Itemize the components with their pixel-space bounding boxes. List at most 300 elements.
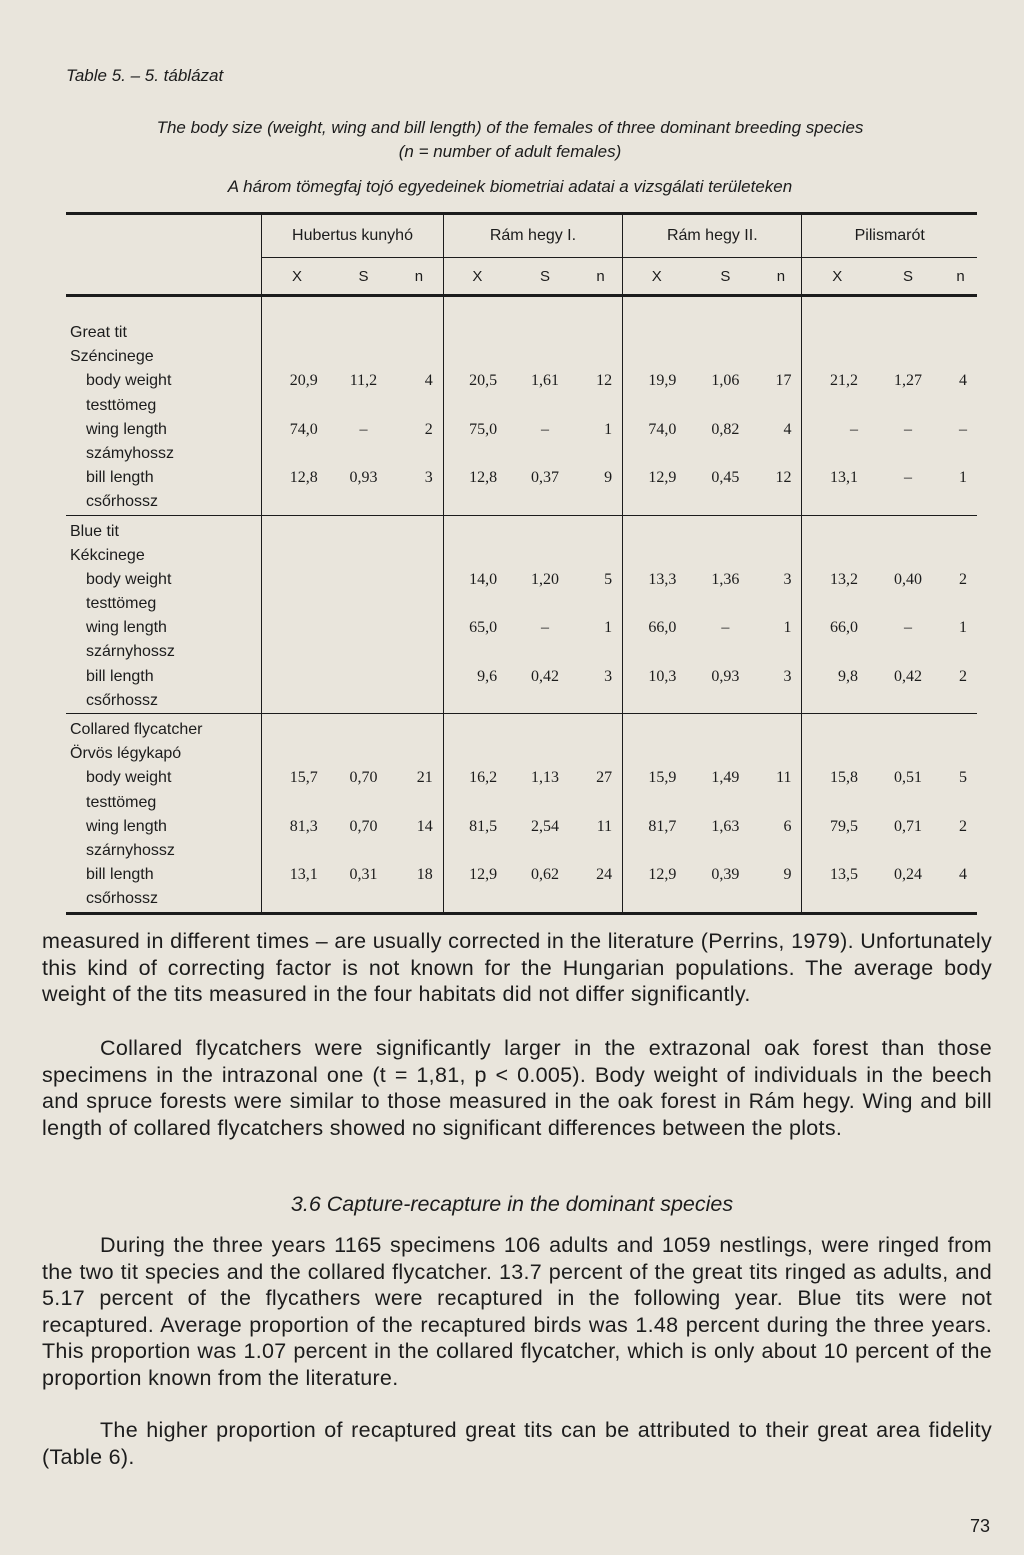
spacer [395,520,433,544]
value-column [395,714,443,914]
spacer [872,345,944,369]
table-cell: 3 [424,469,433,487]
table-cell: 1,36 [711,570,740,588]
spacer [332,839,395,863]
table-cell: 4 [959,866,967,884]
spacer [444,490,511,514]
table-cell: 0,24 [894,866,923,884]
spacer [802,839,871,863]
spacer [511,520,579,544]
measure-label-hungarian: csőrhossz [86,691,159,709]
table-cell: 13,5 [829,866,858,884]
site-header: Rám hegy II. [623,214,802,258]
value-column [690,515,760,714]
spacer [262,394,331,418]
value-column [802,515,872,714]
spacer [690,592,760,616]
table-cell: 18 [416,866,433,884]
spacer [623,689,690,713]
table-cell: 3 [604,667,613,685]
spacer [802,592,871,616]
spacer [444,718,511,742]
table-cell: 1,06 [711,372,740,390]
spacer [872,791,944,815]
table-cell: 9,6 [477,667,498,685]
value-column [690,296,760,516]
species-name-hungarian: Kékcinege [70,546,145,564]
spacer [944,442,967,466]
spacer [332,321,395,345]
spacer [395,887,433,911]
spacer [511,490,579,514]
spacer [395,544,433,568]
measure-label-english: bill length [86,469,154,487]
spacer [872,442,944,466]
spacer [262,742,331,766]
table-cell: 1,61 [530,372,559,390]
stat-header: n [760,258,802,296]
measure-label-hungarian: számyhossz [86,444,175,462]
table-cell: 20,9 [289,372,318,390]
spacer [332,520,395,544]
spacer [579,490,612,514]
spacer [760,887,791,911]
value-column [760,296,802,516]
spacer [623,442,690,466]
spacer [395,442,433,466]
table-cell: 0,70 [349,817,378,835]
spacer [623,544,690,568]
stat-header: X [262,258,332,296]
value-column [872,296,944,516]
spacer [802,345,871,369]
spacer [690,520,760,544]
value-column [579,515,623,714]
spacer [511,592,579,616]
value-column [690,714,760,914]
table-cell: 4 [959,372,967,390]
spacer [511,640,579,664]
stat-header: X [623,258,691,296]
spacer [760,791,791,815]
spacer [872,520,944,544]
value-column [262,515,332,714]
table-cell: 12,8 [469,469,498,487]
site-header: Rám hegy I. [443,214,622,258]
spacer [444,345,511,369]
paragraph: During the three years 1165 specimens 106 adults and 1059 nestlings, were ringed from the two tit species and the collared flycatcher. 13.7 percent of the great tits ringed as adults, and 5.17 percent of the flycathers were recaptured in the following year. Blue tits were not recaptured. Average proportion of the recaptured birds was 1.48 percent during the three years. This proportion was 1.07 percent in the collared flycatcher, which is only about 10 percent of the proportion known from the literature. [42,1233,992,1390]
table-cell: 15,8 [829,769,858,787]
spacer [944,839,967,863]
spacer [802,742,871,766]
paragraph: Collared flycatchers were significantly larger in the extrazonal oak forest than those specimens in the intrazonal one (t = 1,81, p < 0.005). Body weight of individuals in the beech and spruce forests were similar to those measured in the oak forest in Rám hegy. Wing and bill length of collared flycatchers showed no significant differences between the plots. [42,1036,992,1140]
table-cell: 6 [783,817,792,835]
spacer [802,520,871,544]
value-column [443,296,511,516]
value-column [395,515,443,714]
table-cell: 21,2 [829,372,858,390]
spacer [760,394,791,418]
table-cell: 15,9 [648,769,677,787]
value-column [944,296,977,516]
measure-label-hungarian: csőrhossz [86,890,159,908]
table-cell: 81,5 [469,817,498,835]
spacer [332,394,395,418]
spacer [944,544,967,568]
spacer [760,442,791,466]
spacer [395,718,433,742]
table-cell: 12,9 [469,866,498,884]
spacer [760,544,791,568]
spacer [944,640,967,664]
spacer [511,742,579,766]
table-label: Table 5. – 5. táblázat [66,66,224,85]
spacer [690,839,760,863]
spacer [511,442,579,466]
spacer [332,640,395,664]
spacer [802,718,871,742]
spacer [444,791,511,815]
spacer [802,490,871,514]
table-cell: 21 [416,769,433,787]
table-cell: 11 [596,817,613,835]
table-cell: 74,0 [289,420,318,438]
table-cell [332,665,395,689]
measure-label-english: body weight [86,570,172,588]
spacer [262,442,331,466]
spacer [332,689,395,713]
spacer [872,592,944,616]
spacer [623,791,690,815]
site-header: Pilismarót [802,214,977,258]
spacer [944,689,967,713]
spacer [802,689,871,713]
measure-label-english: wing length [86,817,167,835]
spacer [332,490,395,514]
spacer [579,442,612,466]
table-cell: 66,0 [829,619,858,637]
table-cell: 11 [776,769,792,787]
spacer [802,442,871,466]
spacer [444,321,511,345]
table-cell: 11,2 [349,372,378,390]
spacer [944,394,967,418]
value-column [262,714,332,914]
spacer [579,321,612,345]
spacer [623,718,690,742]
spacer [444,520,511,544]
spacer [872,887,944,911]
spacer [511,321,579,345]
spacer [511,839,579,863]
spacer [444,592,511,616]
spacer [944,887,967,911]
table-cell: – [540,619,549,637]
table-cell: 5 [959,769,967,787]
table-cell: – [359,420,368,438]
spacer [690,321,760,345]
spacer [262,718,331,742]
species-name-english: Collared flycatcher [70,721,203,738]
spacer [872,742,944,766]
table-cell: 79,5 [829,817,858,835]
measure-label-english: body weight [86,769,172,787]
table-cell: 0,40 [894,570,923,588]
value-column [511,714,579,914]
spacer [623,887,690,911]
table-cell: 1,13 [530,769,559,787]
table-cell: – [904,619,913,637]
table-cell [262,665,331,689]
spacer [511,345,579,369]
spacer [690,490,760,514]
spacer [262,592,331,616]
spacer [332,345,395,369]
spacer [623,321,690,345]
spacer [944,592,967,616]
spacer [579,640,612,664]
spacer [444,544,511,568]
stat-header: S [872,258,944,296]
value-column [760,515,802,714]
spacer [262,544,331,568]
spacer [944,718,967,742]
table-cell: 20,5 [469,372,498,390]
table-cell: 65,0 [469,619,498,637]
table-cell: 14 [416,817,433,835]
value-column [872,714,944,914]
value-column [944,714,977,914]
site-header-row [66,214,977,258]
table-cell: – [849,420,858,438]
spacer [872,490,944,514]
spacer [262,791,331,815]
stat-header: n [944,258,977,296]
value-column [395,296,443,516]
species-name-hungarian: Széncinege [70,348,154,366]
table-cell: 9 [783,866,792,884]
spacer [623,592,690,616]
stat-header: S [332,258,395,296]
table-cell [395,568,433,592]
species-label-cell [66,714,262,914]
table-cell: 12 [596,372,613,390]
spacer [623,520,690,544]
spacer [579,887,612,911]
spacer [395,394,433,418]
table-cell [395,616,433,640]
table-cell: 1,27 [894,372,923,390]
stat-header: n [579,258,623,296]
spacer [444,640,511,664]
table-cell: 1 [959,619,967,637]
value-column [623,296,691,516]
spacer [944,490,967,514]
measure-label-hungarian: szárnyhossz [86,643,175,661]
spacer [872,544,944,568]
measure-label-hungarian: testtömeg [86,793,157,811]
table-cell: 0,93 [711,667,740,685]
site-header: Hubertus kunyhó [262,214,444,258]
table-cell: – [904,420,913,438]
spacer [944,791,967,815]
table-cell: 0,62 [530,866,559,884]
table-cell: 9 [604,469,613,487]
spacer [690,718,760,742]
table-cell: 12,8 [289,469,318,487]
value-column [579,296,623,516]
table-cell: 12,9 [648,469,677,487]
value-column [332,515,395,714]
paragraph: The higher proportion of recaptured great tits can be attributed to their great area fidelity (Table 6). [42,1418,992,1469]
value-column [443,515,511,714]
table-cell: 1,20 [530,570,559,588]
table-cell: 4 [424,372,433,390]
spacer [395,791,433,815]
spacer [690,442,760,466]
stat-header: S [690,258,760,296]
spacer [690,791,760,815]
table-cell: 16,2 [469,769,498,787]
table-cell: 1 [604,420,613,438]
measure-label-hungarian: csőrhossz [86,493,159,511]
spacer [944,321,967,345]
table-cell: 1,49 [711,769,740,787]
table-cell: 0,39 [711,866,740,884]
table-cell: 19,9 [648,372,677,390]
table-cell: 24 [596,866,613,884]
spacer [579,791,612,815]
spacer [395,490,433,514]
biometric-table [66,212,977,915]
table-cell: 13,2 [829,570,858,588]
spacer [802,544,871,568]
table-cell: – [540,420,549,438]
table-cell: 0,70 [349,769,378,787]
caption-english: The body size (weight, wing and bill length) of the females of three dominant breeding species [156,118,864,137]
spacer [395,839,433,863]
table-cell: 2 [959,570,967,588]
spacer [579,839,612,863]
table-cell: 12 [775,469,792,487]
spacer [511,791,579,815]
spacer [579,592,612,616]
table-cell: 17 [775,372,792,390]
spacer [395,689,433,713]
species-label-cell [66,515,262,714]
measure-label-english: bill length [86,866,154,884]
spacer [332,592,395,616]
value-column [623,714,691,914]
table-cell: 81,7 [648,817,677,835]
table-cell: 13,1 [289,866,318,884]
spacer [579,718,612,742]
table-cell: 0,93 [349,469,378,487]
table-cell: – [721,619,730,637]
paragraph: measured in different times – are usually corrected in the literature (Perrins, 1979). Unfortunately this kind of correcting factor is not known for the Hungarian populations. The average body weight of the tits measured in the four habitats did not differ significantly. [42,929,992,1006]
table-cell [332,568,395,592]
spacer [444,689,511,713]
species-block [66,515,977,714]
spacer [444,742,511,766]
table-cell [262,616,331,640]
stat-header: n [395,258,443,296]
species-name-english: Blue tit [70,522,119,540]
table-cell: 10,3 [648,667,677,685]
measure-label-english: bill length [86,667,154,685]
spacer [760,520,791,544]
spacer [872,640,944,664]
value-column [332,296,395,516]
table-cell: 0,51 [894,769,923,787]
measure-label-hungarian: testtömeg [86,595,157,613]
spacer [395,640,433,664]
spacer [802,791,871,815]
species-block [66,296,977,516]
value-column [511,296,579,516]
value-column [443,714,511,914]
spacer [395,321,433,345]
table-cell: 13,1 [829,469,858,487]
spacer [944,742,967,766]
spacer [623,394,690,418]
spacer [444,839,511,863]
spacer [760,742,791,766]
value-column [760,714,802,914]
spacer [332,718,395,742]
species-name-english: Great tit [70,324,127,341]
spacer [332,887,395,911]
value-column [802,714,872,914]
spacer [511,544,579,568]
table-cell: – [959,420,967,438]
table-cell [262,568,331,592]
table-cell: 2 [959,667,967,685]
value-column [262,296,332,516]
spacer [511,887,579,911]
table-cell: 5 [604,570,613,588]
spacer [872,839,944,863]
table-cell: 0,71 [894,817,923,835]
table-cell: 81,3 [289,817,318,835]
spacer [579,544,612,568]
table-cell: 0,42 [530,667,559,685]
spacer [579,520,612,544]
spacer [332,442,395,466]
table-cell [395,665,433,689]
spacer [690,345,760,369]
table-cell: 74,0 [648,420,677,438]
spacer [623,345,690,369]
spacer [690,887,760,911]
spacer [872,718,944,742]
spacer [444,442,511,466]
caption-hungarian: A három tömegfaj tojó egyedeinek biometriai adatai a vizsgálati területeken [227,177,793,196]
measure-label-english: wing length [86,619,167,637]
spacer [262,520,331,544]
table-cell: 0,45 [711,469,740,487]
table-cell: 1 [959,469,967,487]
value-column [579,714,623,914]
spacer [332,791,395,815]
species-label-cell [66,296,262,516]
table-cell [332,616,395,640]
spacer [802,640,871,664]
spacer [690,689,760,713]
table-cell: 3 [783,570,792,588]
spacer [579,689,612,713]
spacer [579,345,612,369]
